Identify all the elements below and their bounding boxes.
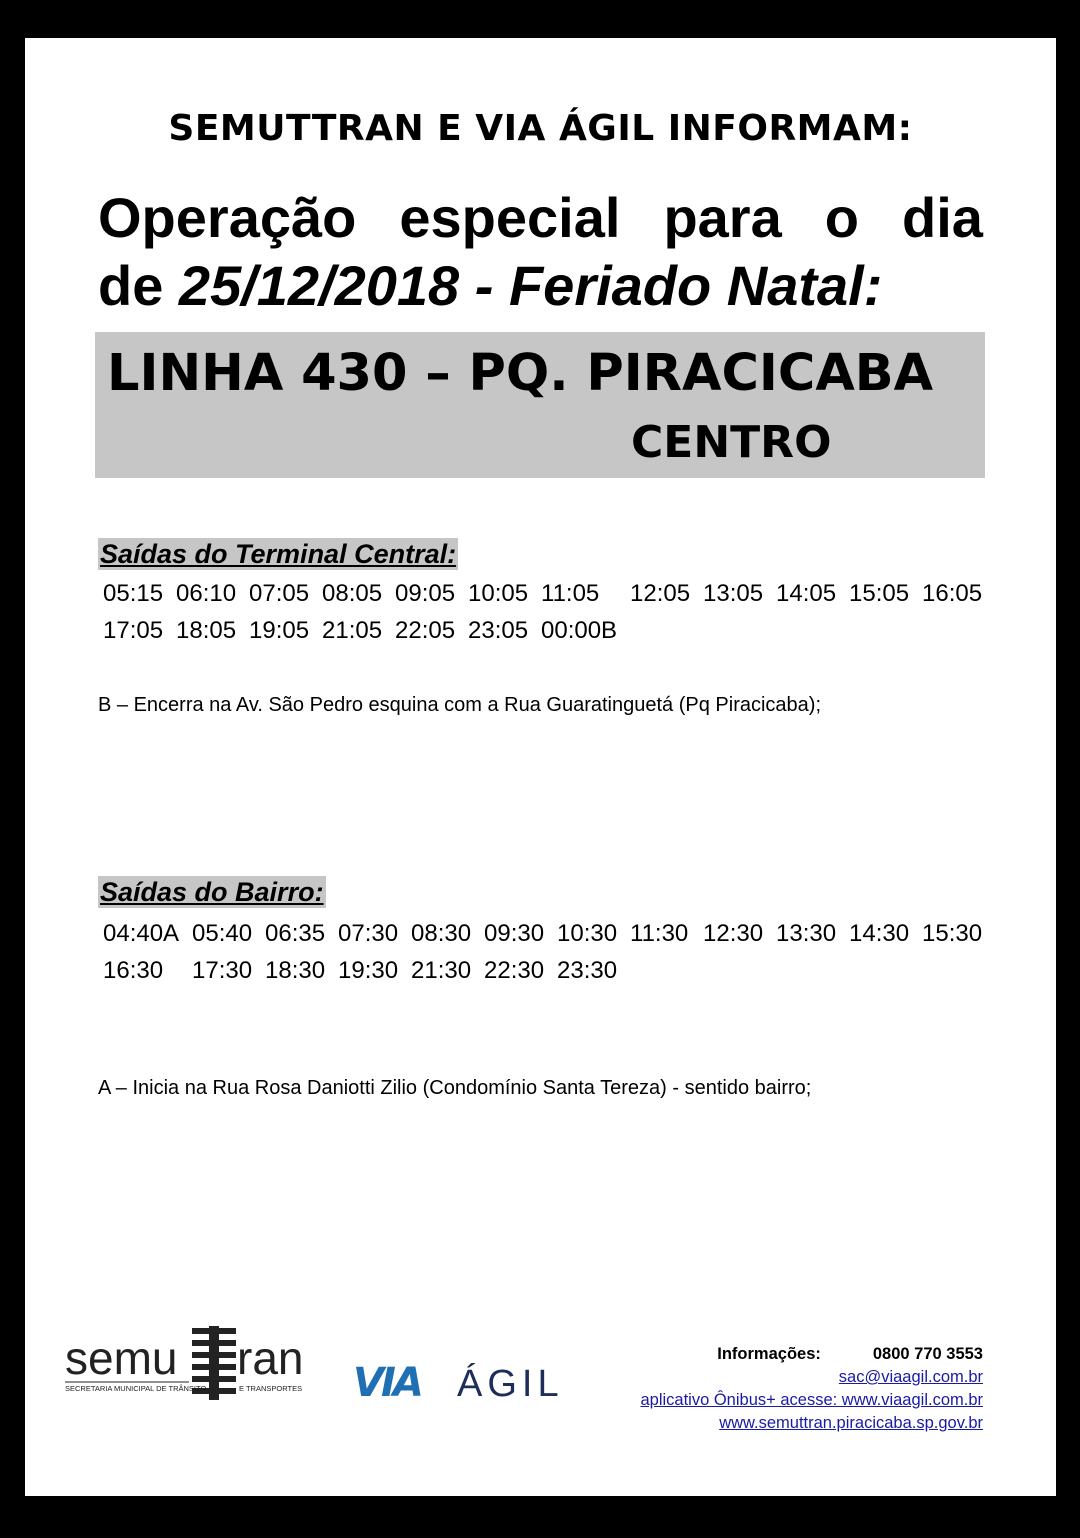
departure-time: 10:05: [468, 580, 529, 607]
contact-email-link[interactable]: sac@viaagil.com.br: [838, 1368, 983, 1386]
viaagil-logo-text-right: ÁGIL: [457, 1363, 564, 1403]
departure-time: 17:05: [103, 617, 164, 644]
operation-date-holiday: 25/12/2018 - Feriado Natal:: [178, 254, 883, 317]
departure-time: 19:30: [338, 957, 399, 984]
departure-time: 16:30: [103, 957, 164, 984]
departure-time: 08:05: [322, 580, 383, 607]
terminal-section-title: Saídas do Terminal Central:: [100, 539, 457, 569]
departure-time: 09:05: [395, 580, 456, 607]
semuttran-logo-subtitle-right: E TRANSPORTES: [239, 1384, 303, 1393]
line-banner: [95, 332, 985, 478]
departure-time: 23:30: [557, 957, 618, 984]
departure-time: 09:30: [484, 920, 545, 947]
terminal-footnote: B – Encerra na Av. São Pedro esquina com a Rua Guaratinguetá (Pq Piracicaba);: [98, 694, 822, 716]
departure-time: 14:05: [776, 580, 837, 607]
viaagil-logo: [353, 1358, 593, 1403]
departure-time: 18:30: [265, 957, 326, 984]
departure-time: 22:05: [395, 617, 456, 644]
contact-info: [640, 1343, 983, 1435]
departure-time: 13:30: [776, 920, 837, 947]
semuttran-logo-text-right: ran: [237, 1332, 304, 1384]
departure-time: 18:05: [176, 617, 237, 644]
departure-time: 07:05: [249, 580, 310, 607]
departure-time: 06:35: [265, 920, 326, 947]
departure-time: 07:30: [338, 920, 399, 947]
notice-page: [25, 38, 1056, 1496]
departure-time: 13:05: [703, 580, 764, 607]
departure-time: 21:30: [411, 957, 472, 984]
semuttran-logo-subtitle-left: SECRETARIA MUNICIPAL DE TRÂNSITO: [65, 1384, 207, 1393]
semuttran-site-link[interactable]: www.semuttran.piracicaba.sp.gov.br: [719, 1414, 983, 1432]
departure-time: 05:15: [103, 580, 164, 607]
departure-time: 08:30: [411, 920, 472, 947]
operation-word: especial: [399, 186, 621, 249]
departure-time: 21:05: [322, 617, 383, 644]
departure-time: 19:05: [249, 617, 310, 644]
semuttran-logo-text-left: semu: [65, 1332, 178, 1384]
operation-word: o: [824, 186, 859, 249]
departure-time: 10:30: [557, 920, 618, 947]
departure-time: 05:40: [192, 920, 253, 947]
operation-line-2: [98, 252, 983, 320]
semuttran-logo: [65, 1326, 315, 1406]
contact-phone: 0800 770 3553: [872, 1345, 983, 1363]
bairro-footnote: A – Inicia na Rua Rosa Daniotti Zilio (Condomínio Santa Tereza) - sentido bairro;: [98, 1077, 812, 1099]
bairro-section-title: Saídas do Bairro:: [100, 877, 324, 907]
departure-time: 16:05: [922, 580, 983, 607]
departure-time: 06:10: [176, 580, 237, 607]
line-destination: CENTRO: [631, 417, 832, 468]
departure-time: 14:30: [849, 920, 910, 947]
line-name: LINHA 430 – PQ. PIRACICABA: [107, 344, 934, 403]
departure-time: 11:05: [541, 580, 600, 607]
contact-label: Informações:: [717, 1345, 821, 1363]
viaagil-logo-text-left: VIA: [353, 1360, 421, 1403]
operation-word: Operação: [98, 186, 357, 249]
departure-time: 15:05: [849, 580, 910, 607]
departure-time: 22:30: [484, 957, 545, 984]
notice-heading: SEMUTTRAN E VIA ÁGIL INFORMAM:: [168, 108, 913, 149]
departure-time: 15:30: [922, 920, 983, 947]
operation-prefix: de: [98, 254, 179, 317]
departure-time: 11:30: [630, 920, 689, 947]
contact-phone-row: [640, 1343, 983, 1366]
operation-word: dia: [902, 186, 983, 249]
departure-time: 12:30: [703, 920, 764, 947]
departure-time: 17:30: [192, 957, 253, 984]
departure-time: 00:00B: [541, 617, 618, 644]
operation-line-1: [98, 184, 983, 252]
departure-time: 12:05: [630, 580, 691, 607]
operation-word: para: [663, 186, 782, 249]
operation-title: [98, 184, 983, 320]
departure-time: 23:05: [468, 617, 529, 644]
app-link[interactable]: aplicativo Ônibus+ acesse: www.viaagil.com.br: [640, 1391, 983, 1409]
departure-time: 04:40A: [103, 920, 180, 947]
